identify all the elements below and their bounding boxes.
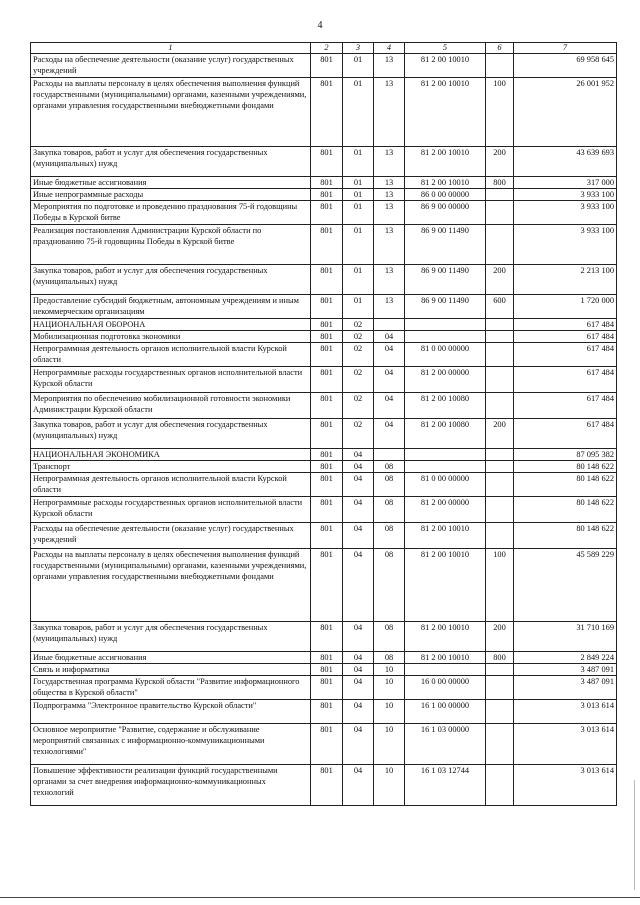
row-amount: 43 639 693 (514, 147, 617, 177)
row-code-5 (405, 449, 486, 461)
row-code-2: 801 (311, 419, 343, 449)
row-code-2: 801 (311, 700, 343, 724)
table-row (31, 189, 617, 201)
table-row (31, 295, 617, 319)
row-description: Закупка товаров, работ и услуг для обеспечения государственных (муниципальных) нужд (31, 265, 311, 295)
table-row (31, 622, 617, 652)
row-description: Расходы на выплаты персоналу в целях обеспечения выполнения функций государственными (муниципальными) органами, казенными учреждениями, органами управления государственными внебюджетными фондами (31, 78, 311, 147)
row-code-2: 801 (311, 295, 343, 319)
row-code-6 (486, 461, 514, 473)
budget-table (30, 42, 617, 806)
table-row (31, 664, 617, 676)
page-bottom-border (0, 897, 640, 898)
row-amount: 31 710 169 (514, 622, 617, 652)
row-code-3: 01 (343, 201, 374, 225)
row-code-4: 10 (374, 765, 405, 806)
row-description: Расходы на выплаты персоналу в целях обеспечения выполнения функций государственными (муниципальными) органами, казенными учреждениями, органами управления государственными внебюджетными фондами (31, 549, 311, 622)
row-code-4: 13 (374, 78, 405, 147)
row-code-6 (486, 473, 514, 497)
row-code-2: 801 (311, 331, 343, 343)
table-header-row (31, 43, 617, 54)
row-description: Мероприятия по подготовке и проведению празднования 75-й годовщины Победы в Курской битве (31, 201, 311, 225)
row-code-6: 200 (486, 265, 514, 295)
row-description: НАЦИОНАЛЬНАЯ ЭКОНОМИКА (31, 449, 311, 461)
row-code-5 (405, 461, 486, 473)
row-code-4: 04 (374, 367, 405, 393)
row-code-5: 81 2 00 10080 (405, 393, 486, 419)
row-code-6 (486, 449, 514, 461)
row-code-5: 81 0 00 00000 (405, 473, 486, 497)
row-code-4: 04 (374, 343, 405, 367)
row-code-4: 04 (374, 393, 405, 419)
row-code-3: 01 (343, 177, 374, 189)
row-code-3: 04 (343, 676, 374, 700)
row-code-2: 801 (311, 622, 343, 652)
row-description: Непрограммные расходы государственных органов исполнительной власти Курской области (31, 497, 311, 523)
row-code-2: 801 (311, 449, 343, 461)
row-code-5: 16 0 00 00000 (405, 676, 486, 700)
header-col-2: 2 (311, 43, 343, 54)
row-code-6: 100 (486, 549, 514, 622)
row-code-3: 04 (343, 652, 374, 664)
row-code-6 (486, 54, 514, 78)
row-description: Связь и информатика (31, 664, 311, 676)
row-code-6 (486, 700, 514, 724)
header-col-5: 5 (405, 43, 486, 54)
row-amount: 617 484 (514, 319, 617, 331)
table-row (31, 549, 617, 622)
row-code-5: 81 2 00 10010 (405, 549, 486, 622)
row-code-3: 04 (343, 622, 374, 652)
row-code-6 (486, 724, 514, 765)
row-amount: 3 933 100 (514, 189, 617, 201)
header-col-4: 4 (374, 43, 405, 54)
row-description: НАЦИОНАЛЬНАЯ ОБОРОНА (31, 319, 311, 331)
table-row (31, 367, 617, 393)
row-amount: 2 213 100 (514, 265, 617, 295)
row-code-2: 801 (311, 497, 343, 523)
row-code-4: 08 (374, 523, 405, 549)
row-code-5: 81 2 00 10010 (405, 622, 486, 652)
table-row (31, 331, 617, 343)
row-amount: 617 484 (514, 367, 617, 393)
row-amount: 26 001 952 (514, 78, 617, 147)
row-code-2: 801 (311, 147, 343, 177)
row-code-2: 801 (311, 461, 343, 473)
row-code-6 (486, 331, 514, 343)
row-description: Мероприятия по обеспечению мобилизационной готовности экономики Администрации Курской области (31, 393, 311, 419)
row-code-4: 08 (374, 473, 405, 497)
row-code-3: 02 (343, 393, 374, 419)
header-col-3: 3 (343, 43, 374, 54)
row-code-5: 81 0 00 00000 (405, 343, 486, 367)
table-row (31, 461, 617, 473)
header-col-7: 7 (514, 43, 617, 54)
row-code-6 (486, 765, 514, 806)
row-code-4: 10 (374, 676, 405, 700)
row-code-3: 04 (343, 700, 374, 724)
row-code-2: 801 (311, 724, 343, 765)
row-amount: 3 933 100 (514, 225, 617, 265)
row-code-4: 04 (374, 419, 405, 449)
row-code-3: 04 (343, 724, 374, 765)
row-amount: 80 148 622 (514, 497, 617, 523)
row-code-3: 04 (343, 549, 374, 622)
row-amount: 3 487 091 (514, 676, 617, 700)
row-code-5: 81 2 00 10010 (405, 54, 486, 78)
row-code-2: 801 (311, 201, 343, 225)
row-code-5 (405, 331, 486, 343)
row-code-2: 801 (311, 265, 343, 295)
row-code-3: 04 (343, 473, 374, 497)
row-description: Непрограммные расходы государственных органов исполнительной власти Курской области (31, 367, 311, 393)
row-code-2: 801 (311, 343, 343, 367)
row-code-6 (486, 201, 514, 225)
row-code-6 (486, 523, 514, 549)
row-amount: 1 720 000 (514, 295, 617, 319)
row-amount: 80 148 622 (514, 523, 617, 549)
row-code-6: 800 (486, 177, 514, 189)
row-code-5 (405, 664, 486, 676)
row-code-2: 801 (311, 549, 343, 622)
row-code-5: 86 0 00 00000 (405, 189, 486, 201)
row-description: Основное мероприятие "Развитие, содержание и обслуживание мероприятий связанных с информационно-коммуникационными технологиями" (31, 724, 311, 765)
row-description: Государственная программа Курской области "Развитие информационного общества в Курской области" (31, 676, 311, 700)
row-description: Иные непрограммные расходы (31, 189, 311, 201)
row-description: Подпрограмма "Электронное правительство Курской области" (31, 700, 311, 724)
table-row (31, 419, 617, 449)
row-code-2: 801 (311, 367, 343, 393)
row-amount: 617 484 (514, 343, 617, 367)
row-code-4: 13 (374, 177, 405, 189)
row-code-6 (486, 367, 514, 393)
row-code-3: 01 (343, 295, 374, 319)
row-code-4: 13 (374, 54, 405, 78)
row-description: Транспорт (31, 461, 311, 473)
row-amount: 69 958 645 (514, 54, 617, 78)
row-code-5: 16 1 03 00000 (405, 724, 486, 765)
row-amount: 617 484 (514, 393, 617, 419)
row-amount: 617 484 (514, 419, 617, 449)
row-code-5: 81 2 00 00000 (405, 367, 486, 393)
row-code-2: 801 (311, 523, 343, 549)
row-code-5: 86 9 00 11490 (405, 225, 486, 265)
row-description: Иные бюджетные ассигнования (31, 177, 311, 189)
row-code-2: 801 (311, 319, 343, 331)
row-code-4: 13 (374, 225, 405, 265)
table-row (31, 724, 617, 765)
table-row (31, 652, 617, 664)
row-code-3: 01 (343, 265, 374, 295)
row-code-4: 08 (374, 497, 405, 523)
row-amount: 3 487 091 (514, 664, 617, 676)
row-code-4: 10 (374, 664, 405, 676)
row-description: Реализация постановления Администрации Курской области по празднованию 75-й годовщины Победы в Курской битве (31, 225, 311, 265)
row-description: Повышение эффективности реализации функций государственными органами за счет внедрения информационно-коммуникационных технологий (31, 765, 311, 806)
row-code-3: 04 (343, 664, 374, 676)
table-row (31, 676, 617, 700)
row-description: Закупка товаров, работ и услуг для обеспечения государственных (муниципальных) нужд (31, 419, 311, 449)
row-code-6 (486, 664, 514, 676)
row-code-2: 801 (311, 676, 343, 700)
table-row (31, 449, 617, 461)
table-row (31, 473, 617, 497)
row-description: Расходы на обеспечение деятельности (оказание услуг) государственных учреждений (31, 54, 311, 78)
row-code-5: 81 2 00 10010 (405, 147, 486, 177)
table-row (31, 78, 617, 147)
row-code-2: 801 (311, 78, 343, 147)
row-code-5: 81 2 00 10010 (405, 652, 486, 664)
row-code-5: 81 2 00 10080 (405, 419, 486, 449)
row-amount: 80 148 622 (514, 461, 617, 473)
row-code-6 (486, 676, 514, 700)
row-code-3: 02 (343, 343, 374, 367)
row-code-2: 801 (311, 664, 343, 676)
row-code-4: 04 (374, 331, 405, 343)
row-amount: 3 013 614 (514, 724, 617, 765)
row-code-4: 10 (374, 724, 405, 765)
row-amount: 45 589 229 (514, 549, 617, 622)
table-row (31, 319, 617, 331)
table-row (31, 523, 617, 549)
row-code-6: 800 (486, 652, 514, 664)
row-code-5: 16 1 00 00000 (405, 700, 486, 724)
row-code-6 (486, 319, 514, 331)
page-number: 4 (317, 20, 323, 31)
row-code-2: 801 (311, 225, 343, 265)
header-col-1: 1 (31, 43, 311, 54)
row-code-6: 100 (486, 78, 514, 147)
row-code-3: 02 (343, 331, 374, 343)
row-code-4: 08 (374, 652, 405, 664)
row-code-5: 81 2 00 00000 (405, 497, 486, 523)
row-code-4: 08 (374, 549, 405, 622)
row-code-4: 13 (374, 265, 405, 295)
table-row (31, 393, 617, 419)
row-amount: 3 013 614 (514, 700, 617, 724)
table-row (31, 54, 617, 78)
row-code-6 (486, 189, 514, 201)
row-code-2: 801 (311, 473, 343, 497)
row-code-6: 200 (486, 419, 514, 449)
row-code-3: 01 (343, 189, 374, 201)
row-code-6: 200 (486, 147, 514, 177)
row-code-4: 13 (374, 147, 405, 177)
row-code-2: 801 (311, 393, 343, 419)
row-description: Закупка товаров, работ и услуг для обеспечения государственных (муниципальных) нужд (31, 622, 311, 652)
row-amount: 2 849 224 (514, 652, 617, 664)
row-code-4: 13 (374, 201, 405, 225)
row-code-6 (486, 393, 514, 419)
row-code-6 (486, 497, 514, 523)
table-row (31, 225, 617, 265)
row-description: Непрограммная деятельность органов исполнительной власти Курской области (31, 343, 311, 367)
row-code-2: 801 (311, 189, 343, 201)
row-amount: 87 095 382 (514, 449, 617, 461)
scan-edge-mark (634, 780, 635, 890)
table-row (31, 765, 617, 806)
row-code-5: 16 1 03 12744 (405, 765, 486, 806)
row-code-6 (486, 225, 514, 265)
row-description: Расходы на обеспечение деятельности (оказание услуг) государственных учреждений (31, 523, 311, 549)
row-amount: 317 000 (514, 177, 617, 189)
row-amount: 80 148 622 (514, 473, 617, 497)
table-row (31, 497, 617, 523)
row-code-4 (374, 319, 405, 331)
row-code-3: 04 (343, 497, 374, 523)
row-code-3: 04 (343, 449, 374, 461)
row-code-3: 01 (343, 147, 374, 177)
row-code-4 (374, 449, 405, 461)
table-row (31, 265, 617, 295)
row-code-3: 04 (343, 523, 374, 549)
row-code-4: 13 (374, 295, 405, 319)
table-row (31, 201, 617, 225)
row-code-5: 86 9 00 11490 (405, 295, 486, 319)
row-code-6 (486, 343, 514, 367)
row-description: Предоставление субсидий бюджетным, автономным учреждениям и иным некоммерческим организациям (31, 295, 311, 319)
row-code-4: 08 (374, 622, 405, 652)
row-code-5: 86 9 00 00000 (405, 201, 486, 225)
row-description: Непрограммная деятельность органов исполнительной власти Курской области (31, 473, 311, 497)
table-row (31, 177, 617, 189)
row-code-3: 02 (343, 419, 374, 449)
row-code-2: 801 (311, 652, 343, 664)
table-row (31, 147, 617, 177)
row-code-6: 200 (486, 622, 514, 652)
row-code-5: 81 2 00 10010 (405, 523, 486, 549)
row-code-3: 02 (343, 319, 374, 331)
row-amount: 3 933 100 (514, 201, 617, 225)
header-col-6: 6 (486, 43, 514, 54)
table-row (31, 700, 617, 724)
row-amount: 3 013 614 (514, 765, 617, 806)
row-code-4: 08 (374, 461, 405, 473)
row-code-3: 01 (343, 78, 374, 147)
row-code-2: 801 (311, 54, 343, 78)
row-code-3: 04 (343, 765, 374, 806)
row-amount: 617 484 (514, 331, 617, 343)
row-code-3: 01 (343, 54, 374, 78)
row-description: Закупка товаров, работ и услуг для обеспечения государственных (муниципальных) нужд (31, 147, 311, 177)
row-code-6: 600 (486, 295, 514, 319)
row-code-4: 13 (374, 189, 405, 201)
row-code-5: 81 2 00 10010 (405, 177, 486, 189)
row-code-3: 01 (343, 225, 374, 265)
row-code-5 (405, 319, 486, 331)
row-code-4: 10 (374, 700, 405, 724)
row-description: Иные бюджетные ассигнования (31, 652, 311, 664)
row-code-3: 02 (343, 367, 374, 393)
table-row (31, 343, 617, 367)
row-code-5: 81 2 00 10010 (405, 78, 486, 147)
row-description: Мобилизационная подготовка экономики (31, 331, 311, 343)
row-code-2: 801 (311, 765, 343, 806)
row-code-5: 86 9 00 11490 (405, 265, 486, 295)
row-code-2: 801 (311, 177, 343, 189)
row-code-3: 04 (343, 461, 374, 473)
